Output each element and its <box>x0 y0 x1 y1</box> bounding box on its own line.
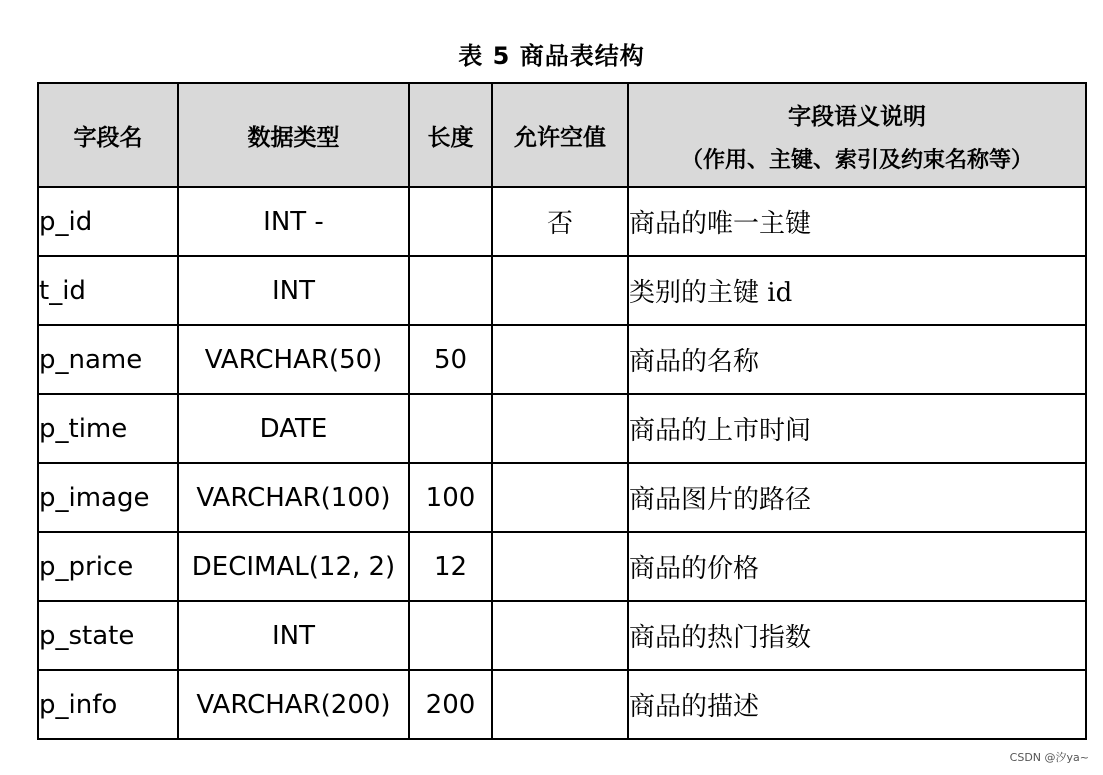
header-length: 长度 <box>409 83 492 187</box>
cell-field-name: p_price <box>38 532 178 601</box>
cell-field-name: p_info <box>38 670 178 739</box>
cell-nullable <box>492 256 628 325</box>
cell-nullable <box>492 394 628 463</box>
watermark: CSDN @汐ya~ <box>1009 751 1089 764</box>
table-row <box>38 601 1086 670</box>
cell-length: 50 <box>409 325 492 394</box>
table-row <box>38 670 1086 739</box>
cell-description: 商品的上市时间 <box>628 394 1086 463</box>
cell-description: 类别的主键 id <box>628 256 1086 325</box>
cell-data-type: VARCHAR(100) <box>178 463 409 532</box>
cell-field-name: t_id <box>38 256 178 325</box>
cell-nullable: 否 <box>492 187 628 256</box>
cell-description: 商品的热门指数 <box>628 601 1086 670</box>
cell-field-name: p_state <box>38 601 178 670</box>
cell-length: 12 <box>409 532 492 601</box>
cell-description: 商品的价格 <box>628 532 1086 601</box>
cell-data-type: DECIMAL(12, 2) <box>178 532 409 601</box>
cell-nullable <box>492 670 628 739</box>
header-field-name: 字段名 <box>38 83 178 187</box>
cell-length <box>409 394 492 463</box>
header-data-type: 数据类型 <box>178 83 409 187</box>
table-row <box>38 532 1086 601</box>
table-header <box>38 83 1086 187</box>
header-description-main: 字段语义说明 <box>788 104 926 130</box>
cell-data-type: VARCHAR(200) <box>178 670 409 739</box>
table-body <box>38 187 1086 739</box>
cell-description: 商品图片的路径 <box>628 463 1086 532</box>
cell-length: 200 <box>409 670 492 739</box>
table-row <box>38 394 1086 463</box>
cell-length <box>409 187 492 256</box>
cell-description: 商品的名称 <box>628 325 1086 394</box>
cell-field-name: p_id <box>38 187 178 256</box>
table-row <box>38 256 1086 325</box>
cell-description: 商品的描述 <box>628 670 1086 739</box>
table-caption: 表 5 商品表结构 <box>458 42 645 70</box>
product-table-structure <box>37 82 1087 740</box>
header-description <box>628 83 1086 187</box>
cell-field-name: p_image <box>38 463 178 532</box>
cell-nullable <box>492 463 628 532</box>
cell-length <box>409 256 492 325</box>
cell-nullable <box>492 601 628 670</box>
table-row <box>38 187 1086 256</box>
cell-data-type: INT <box>178 256 409 325</box>
cell-field-name: p_name <box>38 325 178 394</box>
cell-data-type: DATE <box>178 394 409 463</box>
cell-data-type: INT <box>178 601 409 670</box>
cell-data-type: VARCHAR(50) <box>178 325 409 394</box>
cell-nullable <box>492 325 628 394</box>
header-row <box>38 83 1086 187</box>
cell-data-type: INT - <box>178 187 409 256</box>
cell-length: 100 <box>409 463 492 532</box>
cell-nullable <box>492 532 628 601</box>
header-nullable: 允许空值 <box>492 83 628 187</box>
header-description-sub: （作用、主键、索引及约束名称等） <box>680 148 1033 173</box>
table-row <box>38 325 1086 394</box>
cell-length <box>409 601 492 670</box>
cell-description: 商品的唯一主键 <box>628 187 1086 256</box>
table-row <box>38 463 1086 532</box>
cell-field-name: p_time <box>38 394 178 463</box>
